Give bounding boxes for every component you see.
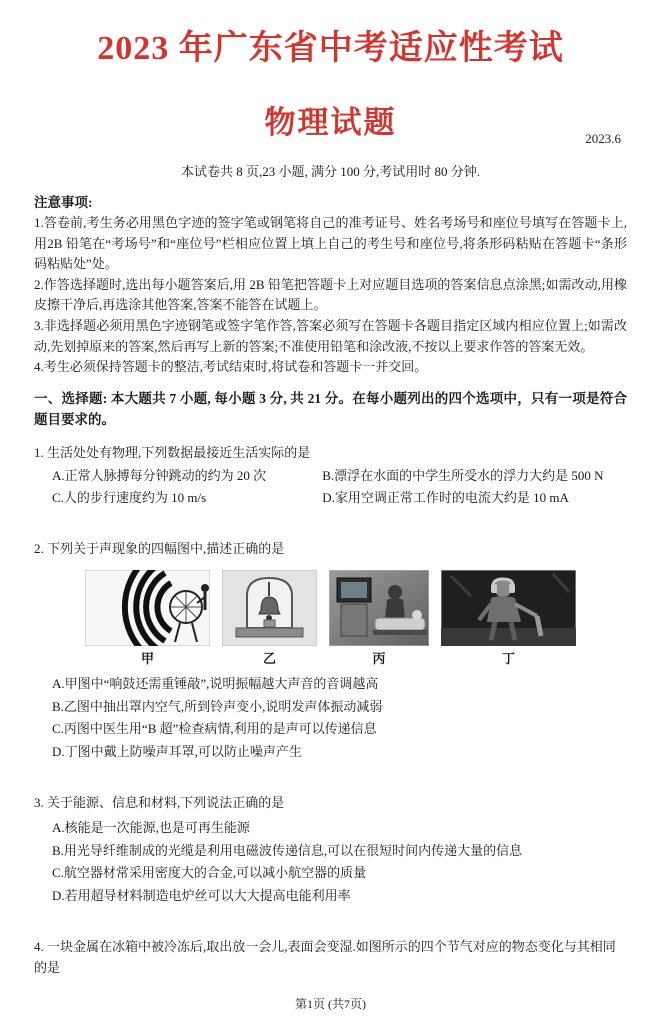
- question-4-stem: 4. 一块金属在冰箱中被冷冻后,取出放一会儿,表面会变湿.如图所示的四个节气对应的物态变化与其相同的是: [34, 938, 616, 975]
- q2-option-d: D.丁图中戴上防噪声耳罩,可以防止噪声产生: [52, 744, 302, 760]
- page-footer: 第1页 (共7页): [295, 996, 366, 1011]
- q1-option-b: B.漂浮在水面的中学生所受水的浮力大约是 500 N: [322, 467, 604, 483]
- question-2-stem: 2. 下列关于声现象的四幅图中,描述正确的是: [34, 541, 285, 557]
- q3-option-a: A.核能是一次能源,也是可再生能源: [52, 819, 250, 835]
- b-ultrasound-exam-image: [329, 570, 429, 646]
- notice-item-1: 1.答卷前,考生务必用黑色字迹的签字笔或钢笔将自己的准考证号、姓名考场号和座位号填写在答题卡上,用2B 铅笔在“考场号”和“座位号”栏相应位置上填上自己的考生号和座位号,将条形码粘贴在答题卡“条形码粘贴处”处。: [34, 215, 627, 272]
- notices-heading: 注意事项:: [34, 195, 93, 210]
- notices-block: [34, 192, 627, 378]
- figure-ding: [441, 570, 576, 670]
- bell-jar-vacuum-image: [222, 570, 317, 646]
- figure-yi: [222, 570, 317, 670]
- q3-option-b: B.用光导纤维制成的光缆是利用电磁波传递信息,可以在很短时间内传递大量的信息: [52, 842, 523, 858]
- q2-option-a: A.甲图中“响鼓还需重锤敲”,说明振幅越大声音的音调越高: [52, 675, 379, 691]
- notice-item-4: 4.考生必须保持答题卡的整洁,考试结束时,将试卷和答题卡一并交回。: [34, 359, 428, 375]
- question-1-options: [34, 466, 627, 510]
- figure-jia-label: 甲: [140, 650, 154, 666]
- drum-sound-waves-image: [85, 570, 210, 646]
- subtitle-row: [34, 97, 627, 146]
- question-2-figures: [34, 570, 627, 670]
- figure-bing: [329, 570, 429, 670]
- question-2-options: [34, 674, 627, 763]
- question-3-stem: 3. 关于能源、信息和材料,下列说法正确的是: [34, 794, 285, 810]
- question-4: [34, 937, 627, 979]
- q3-option-d: D.若用超导材料制造电炉丝可以大大提高电能利用率: [52, 888, 351, 904]
- q1-option-c: C.人的步行速度约为 10 m/s: [52, 490, 207, 506]
- exam-info-line: 本试卷共 8 页,23 小题, 满分 100 分,考试用时 80 分钟.: [180, 164, 480, 179]
- figure-ding-label: 丁: [501, 650, 515, 666]
- question-1-stem: 1. 生活处处有物理,下列数据最接近生活实际的是: [34, 444, 311, 460]
- exam-date: 2023.6: [585, 131, 621, 146]
- q3-option-c: C.航空器材常采用密度大的合金,可以减小航空器的质量: [52, 865, 367, 881]
- q2-option-b: B.乙图中抽出罩内空气,所到铃声变小,说明发声体振动减弱: [52, 698, 383, 714]
- q1-option-d: D.家用空调正常工作时的电流大约是 10 mA: [322, 490, 569, 506]
- notice-item-3: 3.非选择题必须用黑色字迹钢笔或签字笔作答,答案必须写在答题卡各题目指定区域内相应位置上;如需改动,先划掉原来的答案,然后再写上新的答案;不准使用铅笔和涂改液,不按以上要求作答的答案无效。: [34, 317, 627, 354]
- q2-option-c: C.丙图中医生用“B 超”检查病情,利用的是声可以传递信息: [52, 721, 377, 737]
- notice-item-2: 2.作答选择题时,选出每小题答案后,用 2B 铅笔把答题卡上对应题目选项的答案信息点涂黑;如需改动,用橡皮擦干净后,再选涂其他答案,答案不能答在试题上。: [34, 276, 627, 313]
- figure-bing-label: 丙: [372, 650, 386, 666]
- q1-option-a: A.正常人脉搏每分钟跳动的约为 20 次: [52, 467, 267, 483]
- question-3-options: [34, 818, 627, 907]
- page-title: 2023 年广东省中考适应性考试: [97, 30, 564, 67]
- section-1-heading: 一、选择题: 本大题共 7 小题, 每小题 3 分, 共 21 分。在每小题列出的四个选项中，只有一项是符合题目要求的。: [34, 390, 627, 428]
- noise-ear-protection-image: [441, 570, 576, 646]
- figure-jia: [85, 570, 210, 670]
- page-subtitle: 物理试题: [264, 105, 397, 140]
- question-3: [34, 793, 627, 907]
- question-2: [34, 539, 627, 763]
- question-1: [34, 443, 627, 509]
- figure-yi-label: 乙: [262, 650, 276, 666]
